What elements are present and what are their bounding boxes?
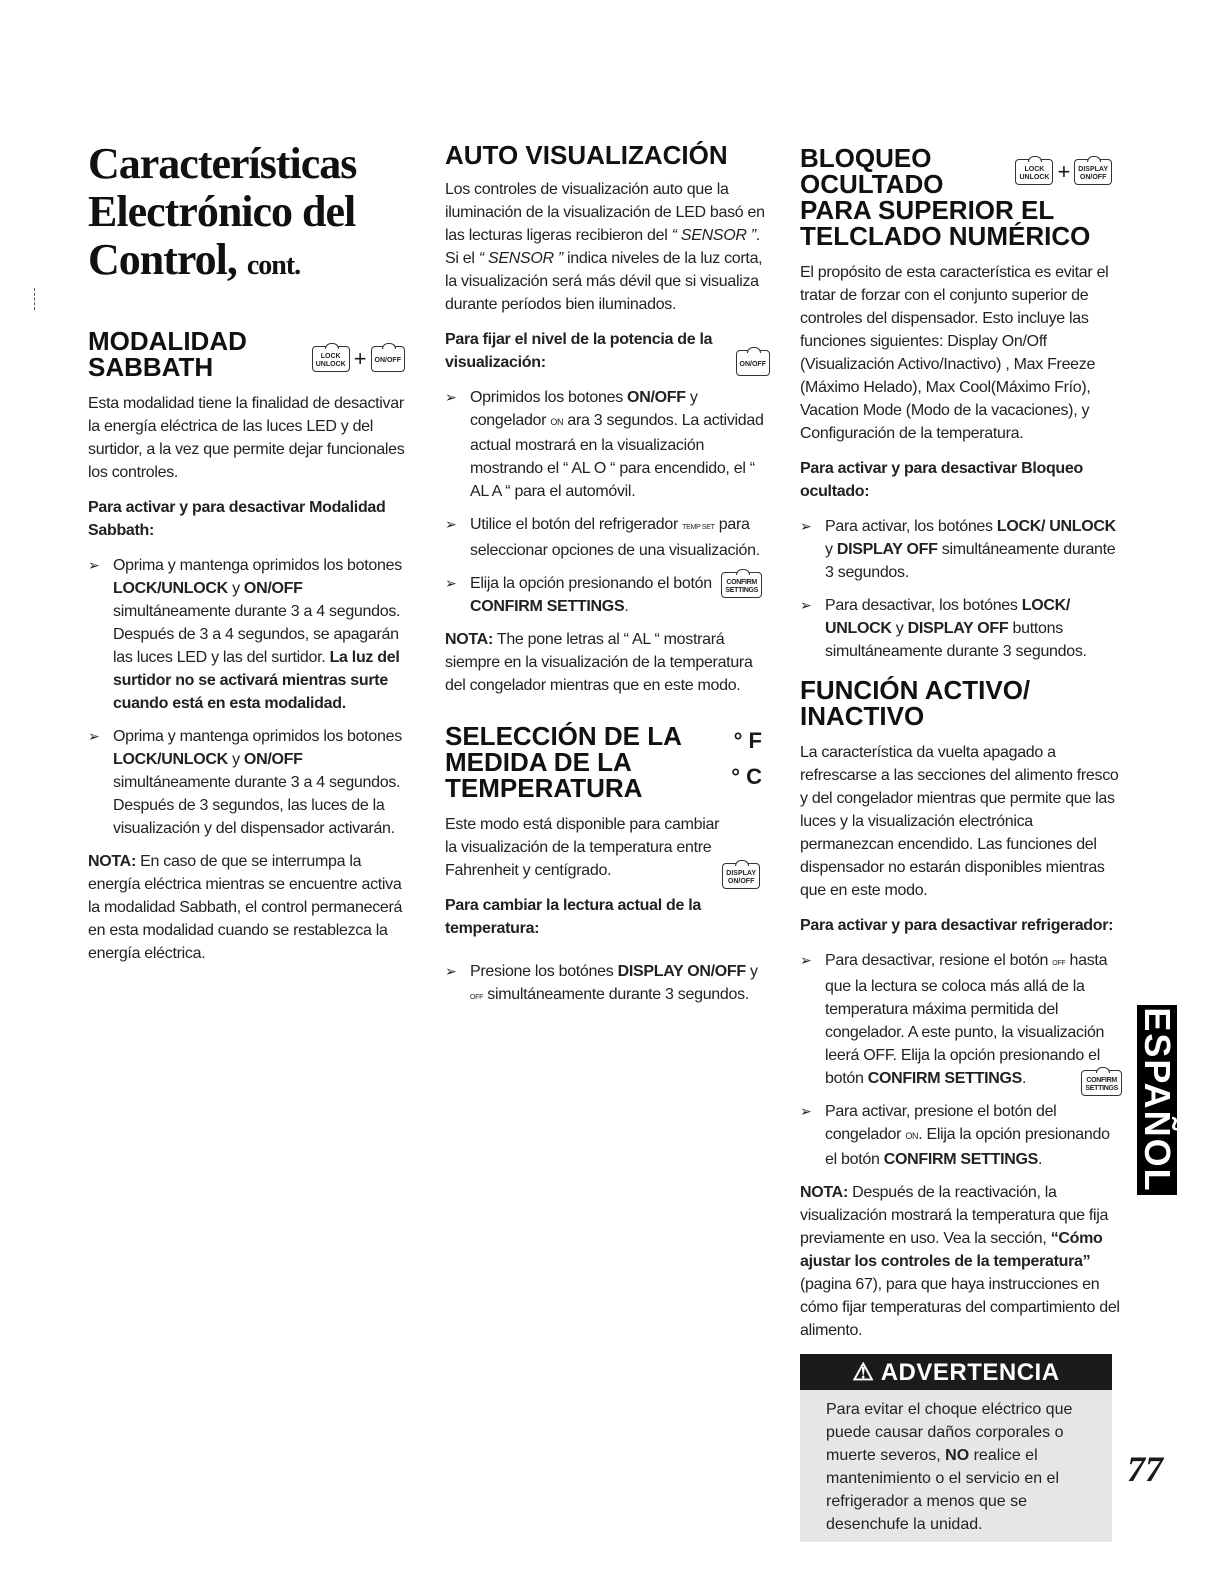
celsius-label: ° C bbox=[731, 764, 762, 789]
list-item: ➢ Para desactivar, resione el botón OFF hasta que la lectura se coloca más allá de la temperatura máxima permitida del congelador. A este punto, la visualización leerá OFF. Elija la opción presionando el botón CONFIRM SETTINGS. CONFIRM SETTINGS bbox=[800, 949, 1122, 1090]
off-icon: OFF bbox=[1052, 960, 1066, 967]
freezer-on-icon: ON bbox=[550, 417, 564, 427]
list-item: ➢ Oprima y mantenga oprimidos los botones LOCK/UNLOCK y ON/OFF simultáneamente durante 3 a 4 segundos. Después de 3 a 4 segundos, se apagarán las luces LED y las del surtidor. La luz del surtidor no se activará mientras surte cuando está en esta modalidad. bbox=[88, 554, 413, 715]
modalidad-list bbox=[88, 554, 413, 840]
fahrenheit-label: ° F bbox=[733, 728, 762, 753]
modalidad-header bbox=[88, 328, 413, 392]
funcion-heading: FUNCIÓN ACTIVO/ INACTIVO bbox=[800, 675, 1031, 731]
modalidad-intro: Esta modalidad tiene la finalidad de desactivar la energía eléctrica de las luces LED y del surtidor, a la vez que permite dejar funcionales los controles. bbox=[88, 395, 405, 481]
bloqueo-sub: Para activar y para desactivar Bloqueo ocultado: bbox=[800, 460, 1083, 500]
modalidad-sub: Para activar y para desactivar Modalidad Sabbath: bbox=[88, 499, 386, 539]
funcion-nota: NOTA: Después de la reactivación, la visualización mostrará la temperatura que fija previamente en uso. Vea la sección, “Cómo ajustar los controles de la temperatura” (pagina 67), para que haya instrucciones en cómo fijar temperaturas del compartimiento del alimento. bbox=[800, 1184, 1120, 1339]
funcion-intro: La característica da vuelta apagado a refrescarse a las secciones del alimento fresco y del congelador mientras que permite que las luces y la visualización electrónica permanezcan encendido. Las funciones del dispensador no estarán disponibles mientras que en este modo. bbox=[800, 744, 1119, 899]
modalidad-heading-line-1: MODALIDAD bbox=[88, 326, 247, 356]
confirm-settings-button-icon: CONFIRM SETTINGS bbox=[721, 572, 762, 598]
list-item: ➢ Oprima y mantenga oprimidos los botones LOCK/UNLOCK y ON/OFF simultáneamente durante 3 a 4 segundos. Después de 3 segundos, las luces de la visualización y del dispensador activarán. bbox=[88, 725, 413, 840]
modalidad-heading bbox=[88, 328, 247, 380]
plus-icon: + bbox=[1057, 159, 1071, 184]
on-off-button-icon: ON/OFF bbox=[371, 346, 405, 372]
auto-sub-row bbox=[445, 328, 770, 386]
seleccion-list bbox=[445, 960, 770, 1009]
bloqueo-list bbox=[800, 515, 1122, 663]
language-side-tab bbox=[1137, 1005, 1177, 1195]
language-label: ESPAÑOL bbox=[1137, 1007, 1178, 1193]
display-on-off-button-icon: DISPLAY ON/OFF bbox=[1074, 159, 1112, 185]
lock-plus-onoff-icons bbox=[312, 346, 405, 372]
list-item: ➢ Para desactivar, los botónes LOCK/ UNLOCK y DISPLAY OFF buttons simultáneamente durante 3 segundos. bbox=[800, 594, 1122, 663]
right-column bbox=[800, 145, 1122, 1542]
bloqueo-intro: El propósito de esta característica es evitar el tratar de forzar con el conjunto superior de controles del dispensador. Esto incluye las funciones siguientes: Display On/Off (Visualización Activo/Inactivo) , Max Freeze (Máximo Helado), Max Cool(Máximo Frío), Vacation Mode (Modo de la vacaciones), y Configuración de la temperatura. bbox=[800, 264, 1109, 442]
modalidad-heading-line-2: SABBATH bbox=[88, 352, 214, 382]
seleccion-header bbox=[445, 723, 770, 813]
on-off-button-icon: ON/OFF bbox=[736, 350, 770, 376]
lock-unlock-button-icon: LOCK UNLOCK bbox=[312, 346, 350, 372]
page-title-line-1: Características bbox=[88, 139, 357, 188]
seleccion-heading: SELECCIÓN DE LA MEDIDA DE LA TEMPERATURA bbox=[445, 721, 682, 803]
list-item: ➢ Elija la opción presionando el botón CONFIRM SETTINGS. CONFIRM SETTINGS bbox=[445, 572, 770, 618]
auto-heading: AUTO VISUALIZACIÓN bbox=[445, 140, 728, 170]
list-item: ➢ Para activar, presione el botón del congelador ON. Elija la opción presionando el botón CONFIRM SETTINGS. bbox=[800, 1100, 1122, 1171]
warning-heading: ⚠ ADVERTENCIA bbox=[800, 1354, 1112, 1390]
lock-plus-display-icons bbox=[1015, 159, 1112, 185]
list-item: ➢ Utilice el botón del refrigerador TEMP SET para seleccionar opciones de una visualización. bbox=[445, 513, 770, 562]
warning-text: Para evitar el choque eléctrico que puede causar daños corporales o muerte severos, NO realice el mantenimiento o el servicio en el refrigerador a menos que se desenchufe la unidad. bbox=[800, 1390, 1112, 1542]
bloqueo-heading-cont: PARA SUPERIOR EL TELCLADO NUMÉRICO bbox=[800, 195, 1091, 251]
auto-list bbox=[445, 386, 770, 618]
middle-column bbox=[445, 142, 770, 1019]
auto-intro: Los controles de visualización auto que la iluminación de la visualización de LED basó en las lecturas ligeras recibieron del “ SENSOR ”. Si el “ SENSOR ” indica niveles de la luz corta, la visualización será más dévil que si visualiza durante períodos bien iluminados. bbox=[445, 181, 765, 313]
seleccion-intro: Este modo está disponible para cambiar la visualización de la temperatura entre Fahrenheit y centígrado. bbox=[445, 816, 720, 879]
seleccion-intro-row bbox=[445, 813, 770, 894]
off-icon: OFF bbox=[470, 994, 484, 1001]
temperature-units bbox=[731, 723, 762, 795]
confirm-settings-button-icon: CONFIRM SETTINGS bbox=[1081, 1070, 1122, 1096]
auto-sub: Para fijar el nivel de la potencia de la visualización: bbox=[445, 331, 713, 371]
left-column bbox=[88, 140, 413, 977]
page-title-suffix: cont. bbox=[246, 250, 301, 281]
warning-box bbox=[800, 1354, 1112, 1542]
temp-set-icon: TEMP SET bbox=[682, 524, 715, 531]
margin-mark bbox=[34, 288, 36, 310]
page-title bbox=[88, 140, 413, 290]
page-title-line-2: Electrónico del bbox=[88, 187, 356, 236]
seleccion-sub: Para cambiar la lectura actual de la temperatura: bbox=[445, 897, 702, 937]
list-item: ➢ Para activar, los botónes LOCK/ UNLOCK y DISPLAY OFF simultáneamente durante 3 segundos. bbox=[800, 515, 1122, 584]
funcion-sub: Para activar y para desactivar refrigerador: bbox=[800, 917, 1114, 934]
page-title-line-3: Control, bbox=[88, 235, 237, 284]
display-on-off-button-icon: DISPLAY ON/OFF bbox=[722, 863, 760, 889]
list-item: ➢ Presione los botónes DISPLAY ON/OFF y OFF simultáneamente durante 3 segundos. bbox=[445, 960, 770, 1009]
list-item: ➢ Oprimidos los botones ON/OFF y congelador ON ara 3 segundos. La actividad actual mostrará en la visualización mostrando el “ AL O “ para encendido, el “ AL A “ para el automóvil. bbox=[445, 386, 770, 503]
funcion-list bbox=[800, 949, 1122, 1171]
lock-unlock-button-icon: LOCK UNLOCK bbox=[1015, 159, 1053, 185]
page-number: 77 bbox=[1127, 1449, 1163, 1489]
auto-nota: NOTA: The pone letras al “ AL “ mostrará siempre en la visualización de la temperatura del congelador mientras que en este modo. bbox=[445, 631, 753, 694]
bloqueo-heading: BLOQUEO OCULTADO bbox=[800, 143, 944, 199]
bloqueo-header bbox=[800, 145, 1122, 197]
modalidad-nota: NOTA: En caso de que se interrumpa la energía eléctrica mientras se encuentre activa la modalidad Sabbath, el control permanecerá en esta modalidad cuando se restablezca la energía eléctrica. bbox=[88, 853, 403, 962]
plus-icon: + bbox=[353, 346, 367, 371]
freezer-on-icon: ON bbox=[905, 1131, 919, 1141]
